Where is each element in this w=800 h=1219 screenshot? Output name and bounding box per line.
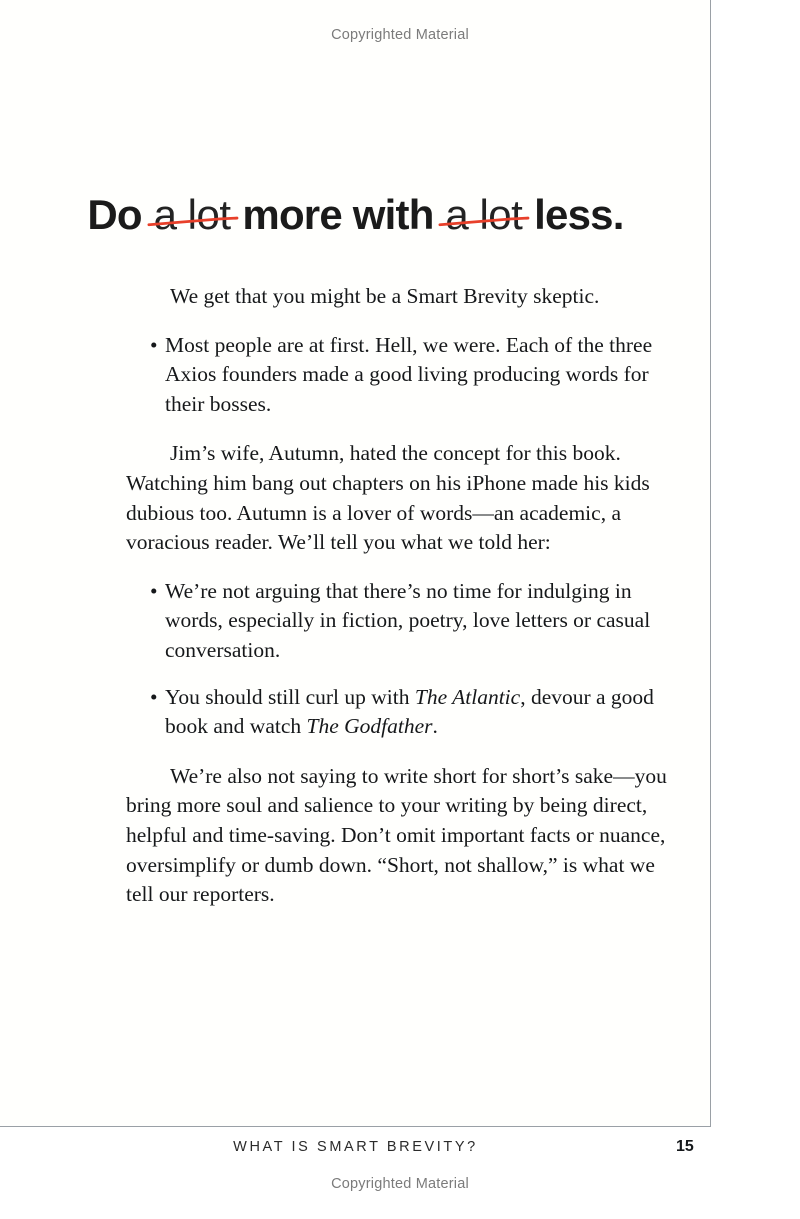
page-headline [0, 191, 711, 239]
list-item [126, 331, 675, 420]
headline-struck-phrase-1 [153, 191, 232, 238]
bullet-dot-icon: • [150, 684, 158, 709]
watermark-top: Copyrighted Material [331, 27, 469, 43]
film-title-godfather: The Godfather [306, 714, 433, 739]
footer-running-head: WHAT IS SMART BREVITY? [233, 1139, 478, 1155]
publication-title-atlantic: The Atlantic [414, 684, 521, 709]
watermark-bottom: Copyrighted Material [331, 1176, 469, 1192]
bullet-dot-icon: • [150, 578, 158, 603]
list-item [126, 577, 675, 666]
list-item-text [165, 685, 654, 739]
headline-segment-3: less. [523, 191, 624, 239]
footer-page-number: 15 [676, 1138, 694, 1155]
bullet-list-2 [126, 577, 675, 742]
headline-struck-phrase-2 [444, 191, 523, 238]
paragraph-autumn: Jim’s wife, Autumn, hated the concept for this book. Watching him bang out chapters on his iPhone made his kids dubious too. Autumn is a lover of words—an academic, a voracious reader. We’ll tell you what we told her: [126, 441, 650, 555]
list-item-text-part-1: You should still curl up with [165, 684, 415, 709]
headline-struck-text-2: a lot [445, 191, 523, 239]
list-item-text: Most people are at first. Hell, we were. Each of the three Axios founders made a good living producing words for their bosses. [165, 332, 653, 416]
headline-segment-1: Do [87, 191, 153, 239]
page-body [126, 282, 675, 910]
list-item [126, 683, 675, 742]
intro-paragraph: We get that you might be a Smart Brevity skeptic. [170, 284, 600, 308]
headline-segment-2: more with [231, 191, 445, 239]
list-item-text: We’re not arguing that there’s no time for indulging in words, especially in fiction, poetry, love letters or casual conversation. [165, 578, 651, 662]
list-item-text-part-2: , devour a good book and watch [165, 684, 654, 739]
bullet-dot-icon: • [150, 332, 158, 357]
bullet-list-1 [126, 331, 675, 420]
list-item-text-part-3: . [432, 714, 438, 739]
headline-struck-text-1: a lot [153, 191, 231, 239]
paragraph-closing: We’re also not saying to write short for short’s sake—you bring more soul and salience to your writing by being direct, helpful and time-saving. Don’t omit important facts or nuance, oversimplify or dumb down. “Short, not shallow,” is what we tell our reporters. [126, 763, 667, 907]
